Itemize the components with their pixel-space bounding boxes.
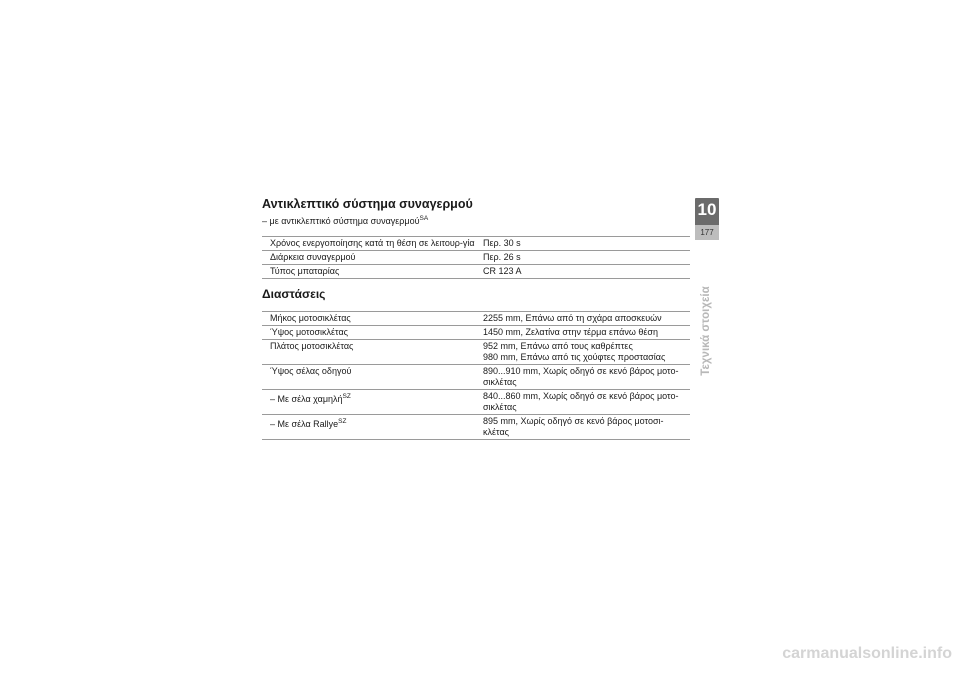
option-code-sz: SZ — [338, 418, 347, 425]
alarm-option-text: – με αντικλεπτικό σύστημα συναγερμού — [262, 216, 420, 226]
spec-key: Χρόνος ενεργοποίησης κατά τη θέση σε λειτουρ-γία — [270, 238, 475, 248]
spec-key: – Με σέλα Rallye$^{SZ}$ — [270, 418, 347, 429]
site-watermark: carmanualsonline.info — [782, 645, 952, 662]
chapter-tab — [695, 198, 719, 240]
option-code-sa: SA — [419, 215, 429, 222]
chapter-number: 10 — [697, 200, 717, 219]
page-number: 177 — [695, 225, 719, 240]
table-row — [262, 415, 690, 440]
spec-key: Μήκος μοτοσικλέτας — [270, 313, 351, 323]
alarm-spec-table — [262, 236, 690, 279]
spec-value: 890...910 mm, Χωρίς οδηγό σε κενό βάρος μοτο-σικλέτας — [483, 366, 679, 387]
table-row — [262, 390, 690, 415]
spec-key: Πλάτος μοτοσικλέτας — [270, 341, 354, 351]
spec-key: Ύψος μοτοσικλέτας — [270, 327, 348, 337]
spec-value: 952 mm, Επάνω από τους καθρέπτες 980 mm, Επάνω από τις χούφτες προστασίας — [483, 341, 666, 362]
option-code-sz: SZ — [342, 393, 351, 400]
spec-value: 1450 mm, Ζελατίνα στην τέρμα επάνω θέση — [483, 327, 658, 337]
spec-value: CR 123 A — [483, 266, 522, 276]
page-content — [262, 196, 692, 440]
section-title-dimensions: Διαστάσεις — [262, 287, 326, 301]
spec-value: Περ. 30 s — [483, 238, 521, 248]
table-row — [262, 365, 690, 390]
spec-key: Τύπος μπαταρίας — [270, 266, 340, 276]
spec-value: 2255 mm, Επάνω από τη σχάρα αποσκευών — [483, 313, 662, 323]
chapter-side-label: Τεχνικά στοιχεία — [700, 286, 712, 376]
spec-key: Ύψος σέλας οδηγού — [270, 366, 352, 376]
table-row — [262, 312, 690, 326]
alarm-option-note — [262, 213, 692, 227]
spec-value: Περ. 26 s — [483, 252, 521, 262]
table-row — [262, 326, 690, 340]
table-row — [262, 251, 690, 265]
spec-key: Διάρκεια συναγερμού — [270, 252, 356, 262]
table-row — [262, 340, 690, 365]
dimensions-spec-table — [262, 311, 690, 440]
spec-key: – Με σέλα χαμηλή$^{SZ}$ — [270, 393, 351, 404]
table-row — [262, 237, 690, 251]
spec-value: 840...860 mm, Χωρίς οδηγό σε κενό βάρος μοτο-σικλέτας — [483, 391, 679, 412]
table-row — [262, 265, 690, 279]
spec-value: 895 mm, Χωρίς οδηγό σε κενό βάρος μοτοσι-κλέτας — [483, 416, 664, 437]
section-title-alarm: Αντικλεπτικό σύστημα συναγερμού — [262, 197, 473, 211]
